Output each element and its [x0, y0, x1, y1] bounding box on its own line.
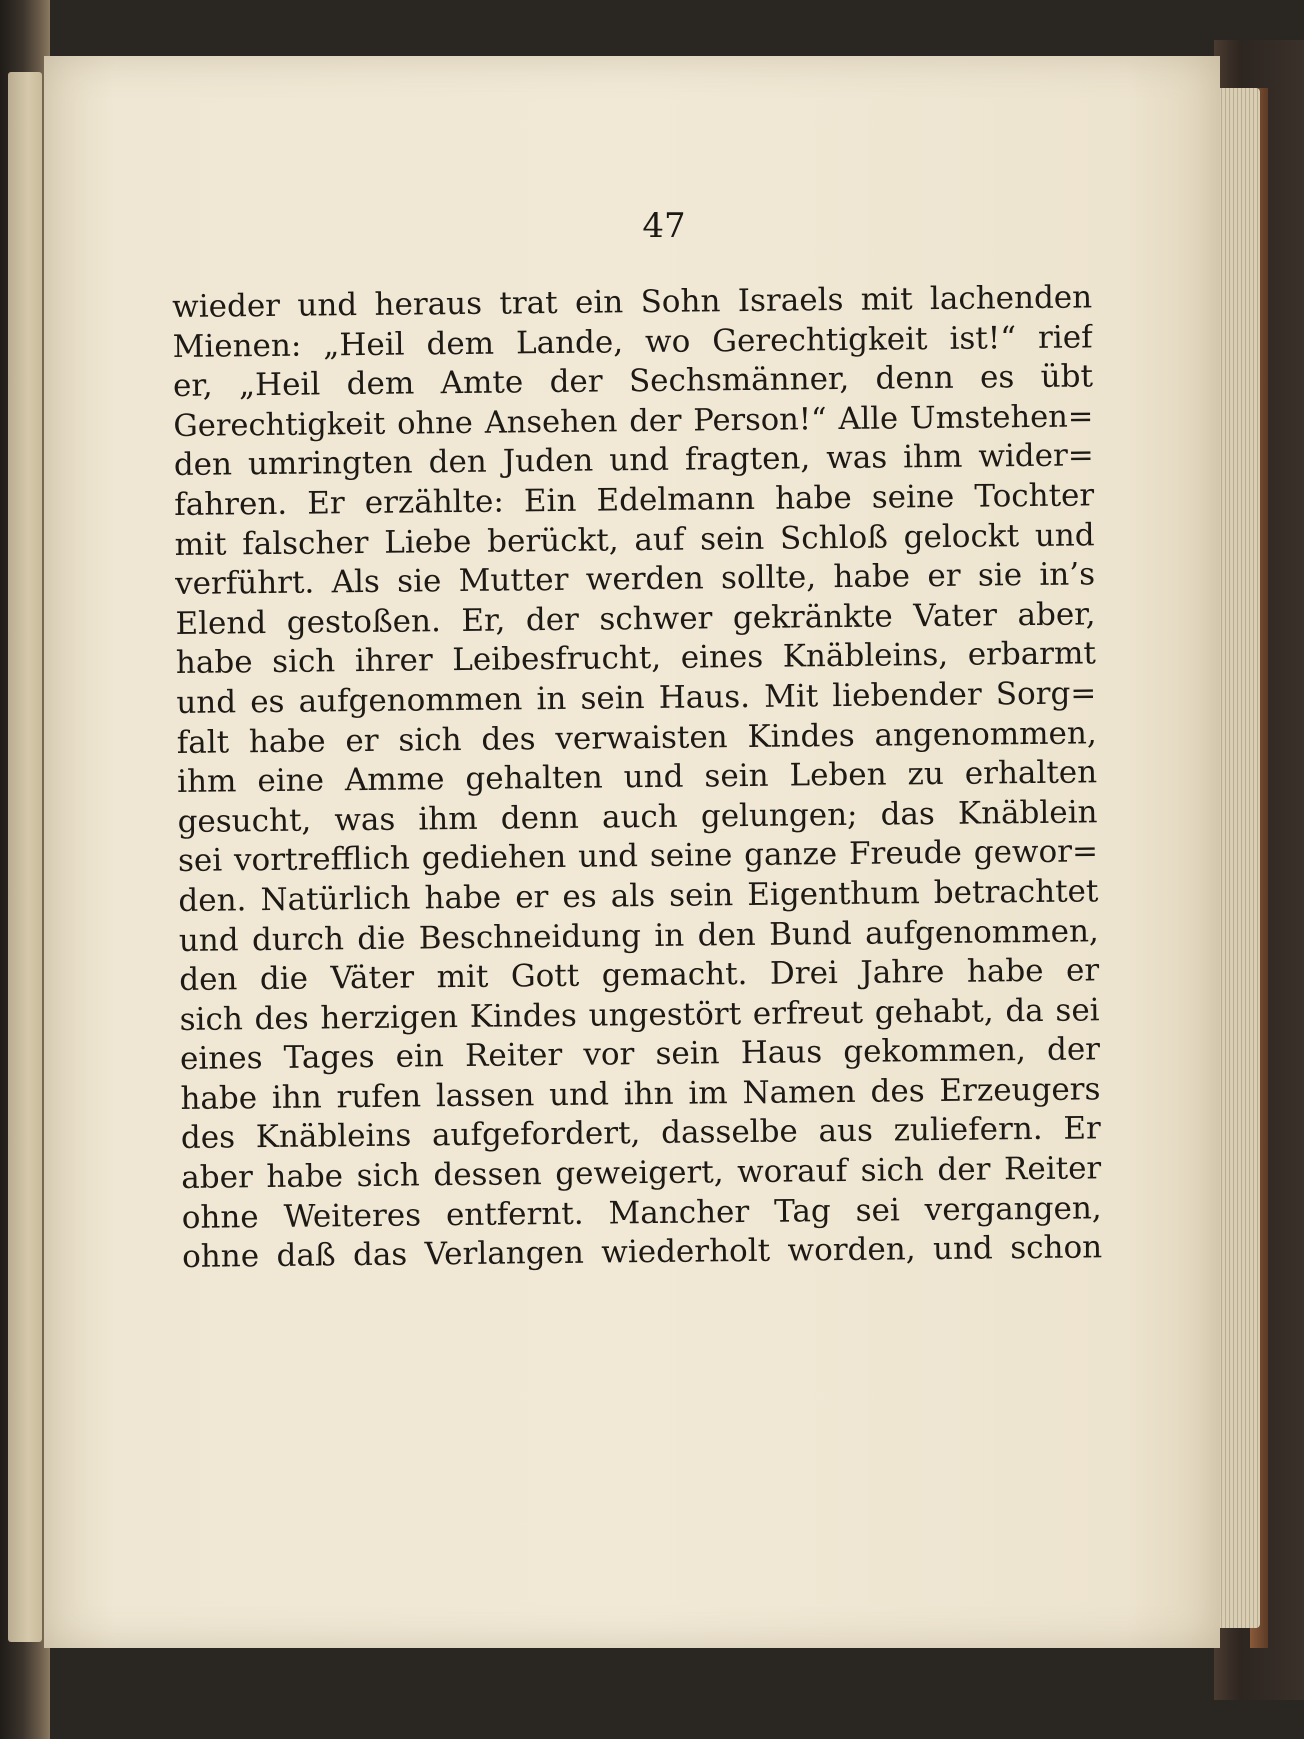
text-line: ihm eine Amme gehalten und sein Leben zu erhalten	[176, 754, 1098, 801]
text-line: falt habe er sich des verwaisten Kindes angenommen,	[176, 714, 1097, 761]
text-line: aber habe sich dessen geweigert, worauf sich der Reiter	[181, 1150, 1102, 1197]
text-line: verführt. Als sie Mutter werden sollte, habe er sie in’s	[174, 556, 1096, 603]
text-line: ohne daß das Verlangen wiederholt worden, und schon	[181, 1229, 1103, 1276]
text-line: Elend gestoßen. Er, der schwer gekränkte Vater aber,	[175, 596, 1096, 642]
text-line: eines Tages ein Reiter vor sein Haus gekommen, der	[179, 1031, 1101, 1078]
text-line: er, „Heil dem Amte der Sechsmänner, denn es übt	[172, 358, 1094, 405]
text-line: des Knäbleins aufgefordert, dasselbe aus zuliefern. Er	[180, 1110, 1102, 1157]
page-number: 47	[642, 206, 686, 246]
text-line: Gerechtigkeit ohne Ansehen der Person!“ Alle Umstehen=	[173, 399, 1094, 444]
text-line: ohne Weiteres entfernt. Mancher Tag sei vergangen,	[181, 1189, 1102, 1236]
body-text	[172, 278, 1102, 1277]
text-line: den. Natürlich habe er es als sein Eigenthum betrachtet	[178, 873, 1099, 919]
text-line: den die Väter mit Gott gemacht. Drei Jahre habe er	[179, 952, 1100, 999]
text-line: wieder und heraus trat ein Sohn Israels mit lachenden	[172, 279, 1093, 325]
text-line: den umringten den Juden und fragten, was ihm wider=	[173, 437, 1094, 484]
text-line: habe sich ihrer Leibesfrucht, eines Knäbleins, erbarmt	[175, 635, 1097, 682]
book-page	[44, 56, 1220, 1648]
text-line: habe ihn rufen lassen und ihn im Namen des Erzeugers	[180, 1071, 1101, 1117]
text-line: fahren. Er erzählte: Ein Edelmann habe seine Tochter	[174, 477, 1095, 523]
text-line: und durch die Beschneidung in den Bund aufgenommen,	[178, 912, 1099, 959]
text-line: sei vortrefflich gediehen und seine ganze Freude gewor=	[177, 833, 1099, 880]
text-line: und es aufgenommen in sein Haus. Mit liebender Sorg=	[176, 675, 1097, 721]
page-stack-edge	[1214, 88, 1260, 1628]
text-line: gesucht, was ihm denn auch gelungen; das Knäblein	[177, 794, 1098, 840]
text-line: mit falscher Liebe berückt, auf sein Schloß gelockt und	[174, 516, 1095, 563]
previous-page-edge	[8, 72, 42, 1642]
text-line: Mienen: „Heil dem Lande, wo Gerechtigkeit ist!“ rief	[172, 318, 1093, 365]
text-line: sich des herzigen Kindes ungestört erfreut gehabt, da sei	[179, 992, 1100, 1038]
